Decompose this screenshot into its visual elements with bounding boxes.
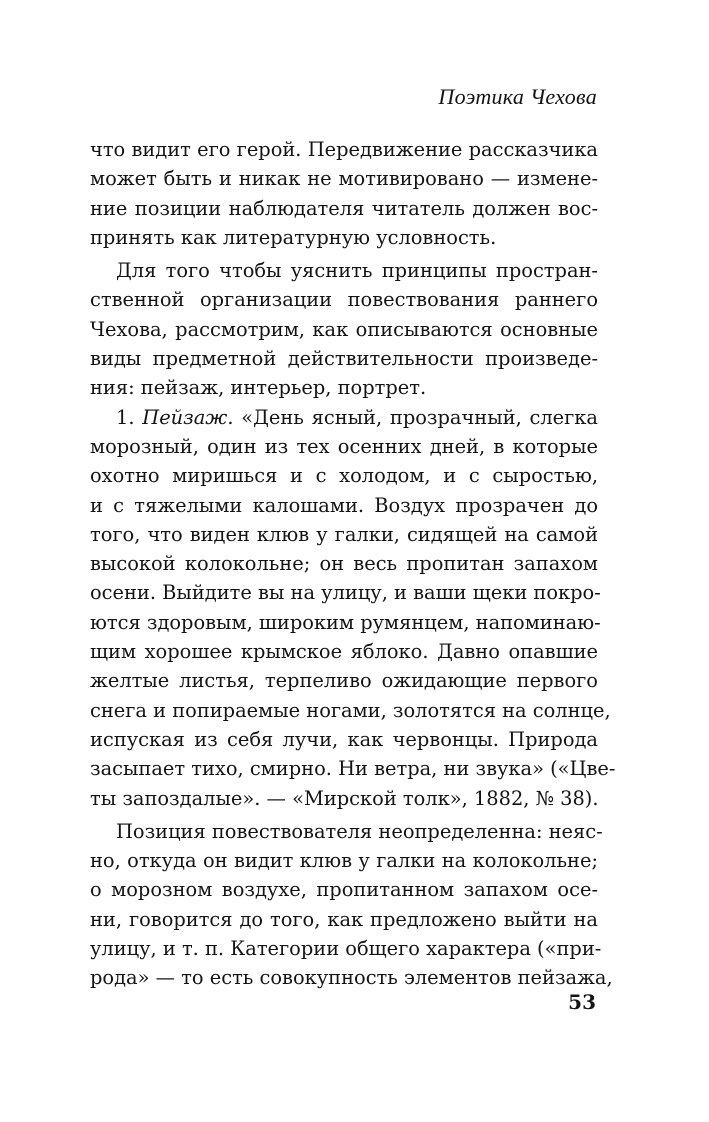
text-line: осени. Выйдите вы на улицу, и ваши щеки покро- <box>90 581 601 605</box>
paragraph <box>90 256 598 402</box>
running-title: Поэтика Чехова <box>438 84 597 109</box>
text-line: ты запоздалые». — «Мирской толк», 1882, № 38). <box>90 786 599 810</box>
text-line: высокой колокольне; он весь пропитан запахом <box>90 552 598 576</box>
text-line: ются здоровым, широким румянцем, напоминаю- <box>90 610 601 634</box>
text-line: виды предметной действительности произведе- <box>90 347 598 371</box>
list-number: 1. <box>116 405 135 429</box>
text-line: морозный, один из тех осенних дней, в которые <box>90 434 598 458</box>
text-line: испуская из себя лучи, как червонцы. Природа <box>90 727 598 751</box>
text-line: Для того чтобы уяснить принципы простран- <box>116 259 598 283</box>
text-line: о морозном воздухе, пропитанном запахом осе- <box>90 878 598 902</box>
text-line <box>90 403 598 432</box>
section-term: Пейзаж. <box>142 405 234 429</box>
text-line: рода» — то есть совокупность элементов пейзажа, <box>90 966 613 990</box>
text-line: желтые листья, терпеливо ожидающие первого <box>90 669 598 693</box>
text-line: Позиция повествователя неопределенна: неяс- <box>116 819 603 843</box>
text-line: того, что виден клюв у галки, сидящей на самой <box>90 522 598 546</box>
text-line: Чехова, рассмотрим, как описываются основные <box>90 317 598 341</box>
text-line: ни, говорится до того, как предложено выйти на <box>90 907 598 931</box>
paragraph <box>90 817 613 993</box>
text-line: и с тяжелыми калошами. Воздух прозрачен до <box>90 493 598 517</box>
paragraph <box>90 403 616 813</box>
text-line: но, откуда он видит клюв у галки на колокольне; <box>90 849 598 873</box>
text-line: ние позиции наблюдателя читатель должен вос- <box>90 196 598 220</box>
text-line: щим хорошее крымское яблоко. Давно опавшие <box>90 640 598 664</box>
text-line: снега и попираемые ногами, золотятся на солнце, <box>90 698 611 722</box>
text-line: ственной организации повествования раннего <box>90 288 598 312</box>
text-line: что видит его герой. Передвижение рассказчика <box>90 138 598 161</box>
text-line: может быть и никак не мотивировано — измене- <box>90 167 598 191</box>
body-text <box>90 135 616 993</box>
text-line: улицу, и т. п. Категории общего характера («при- <box>90 937 602 961</box>
paragraph <box>90 135 598 252</box>
text-line: охотно миришься и с холодом, и с сыростью, <box>90 464 598 488</box>
text-fragment: «День ясный, прозрачный, слегка <box>241 405 598 429</box>
text-line: ния: пейзаж, интерьер, портрет. <box>90 376 427 400</box>
text-line: засыпает тихо, смирно. Ни ветра, ни звука» («Цве- <box>90 757 616 781</box>
text-line: принять как литературную условность. <box>90 225 497 249</box>
page-number: 53 <box>568 990 596 1014</box>
